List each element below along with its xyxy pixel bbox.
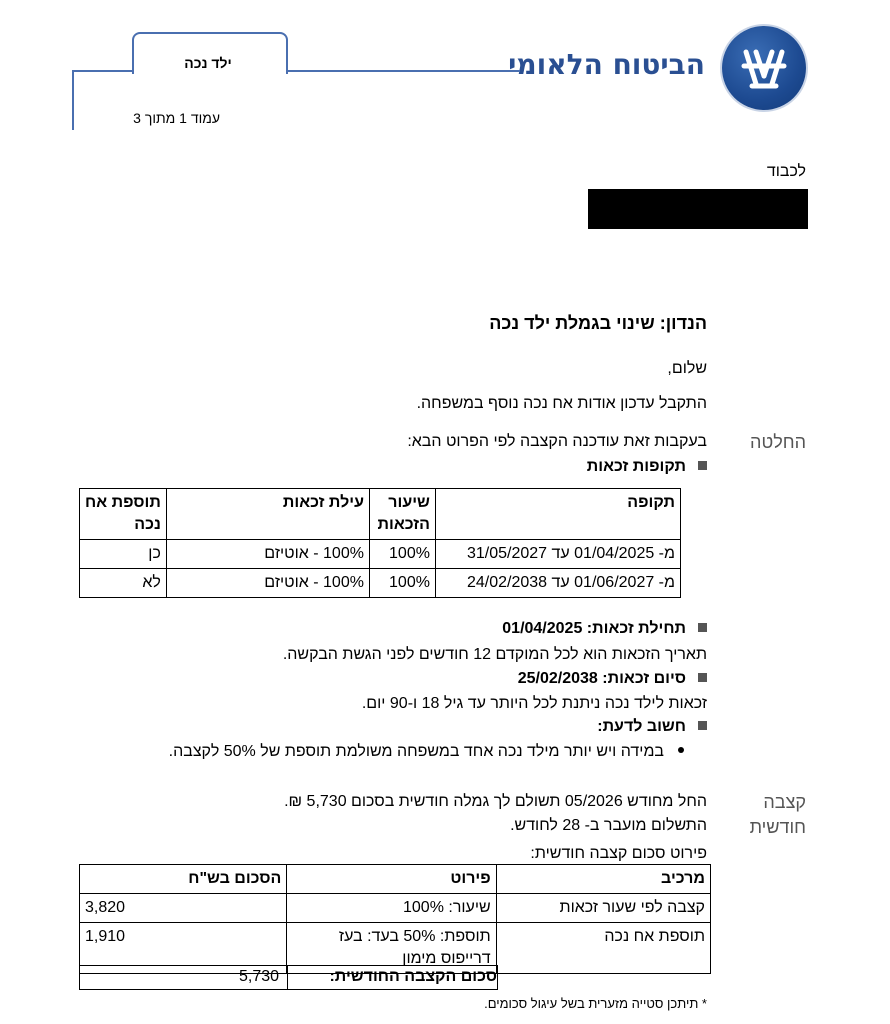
important-bullet-text: במידה ויש יותר מילד נכה אחד במשפחה משולמת תוספת של 50% לקצבה. [168, 743, 664, 760]
table-cell: 3,820 [80, 894, 287, 923]
entitlement-periods-table [79, 488, 681, 598]
table-header: הסכום בש"ח [80, 865, 287, 894]
document-type-label: ילד נכה [184, 55, 232, 71]
breakdown-title: פירוט סכום קצבה חודשית: [530, 845, 707, 862]
letter-subject: הנדון: שינוי בגמלת ילד נכה [489, 313, 707, 333]
square-bullet-icon [698, 673, 707, 682]
header-rule [284, 70, 520, 72]
table-header: עילת זכאות [166, 489, 369, 540]
table-cell: קצבה לפי שעור זכאות [496, 894, 710, 923]
table-row [80, 569, 681, 598]
decision-lead: בעקבות זאת עודכנה הקצבה לפי הפרוט הבא: [407, 433, 707, 450]
monthly-line-2: התשלום מועבר ב- 28 לחודש. [510, 817, 707, 834]
table-header: מרכיב [496, 865, 710, 894]
important-label: חשוב לדעת: [597, 718, 686, 735]
start-date: 01/04/2025 [502, 620, 583, 637]
organization-name: הביטוח הלאומי [508, 48, 705, 81]
monthly-line-1: החל מחודש 05/2026 תשולם לך גמלה חודשית בסכום 5,730 ₪. [284, 793, 707, 810]
page-number [100, 110, 220, 126]
header-rule-left [72, 70, 134, 72]
square-bullet-icon [698, 461, 707, 470]
table-cell: שיעור: 100% [287, 894, 496, 923]
header-rule-vertical [72, 70, 74, 130]
table-header-row [80, 865, 711, 894]
decision-side-label: החלטה [750, 432, 806, 452]
table-cell: לא [80, 569, 167, 598]
table-header: תקופה [435, 489, 680, 540]
national-insurance-logo [722, 26, 806, 110]
start-label: תחילת זכאות: [586, 620, 686, 637]
menorah-emblem-icon [722, 26, 806, 110]
table-header: שיעור הזכאות [369, 489, 435, 540]
redacted-recipient-name [588, 189, 808, 229]
monthly-total-value: 5,730 [239, 968, 280, 985]
end-note: זכאות לילד נכה ניתנת לכל היותר עד גיל 18 ו-90 יום. [361, 695, 707, 712]
table-header: תוספת אח נכה [80, 489, 167, 540]
table-cell: תוספת אח נכה [496, 923, 710, 974]
entitlement-end [518, 670, 707, 688]
table-cell: 100% - אוטיזם [166, 540, 369, 569]
table-cell: תוספת: 50% בעד: בעז דרייפוס מימון [287, 923, 496, 974]
table-cell: מ- 01/06/2027 עד 24/02/2038 [435, 569, 680, 598]
periods-heading-text: תקופות זכאות [586, 458, 686, 475]
page-number-text: עמוד 1 מתוך 3 [133, 110, 220, 126]
table-cell: 100% - אוטיזם [166, 569, 369, 598]
entitlement-start [502, 620, 707, 638]
start-note: תאריך הזכאות הוא לכל המוקדם 12 חודשים לפני הגשת הבקשה. [282, 646, 707, 663]
table-row [80, 540, 681, 569]
table-cell: 100% [369, 540, 435, 569]
monthly-breakdown-table [79, 864, 711, 974]
table-cell: כן [80, 540, 167, 569]
rounding-footnote: * תיתכן סטייה מזערית בשל עיגול סכומים. [484, 996, 707, 1011]
important-heading [597, 718, 707, 736]
table-header-row [80, 489, 681, 540]
table-cell: מ- 01/04/2025 עד 31/05/2027 [435, 540, 680, 569]
round-bullet-icon [678, 747, 684, 753]
monthly-total-label: סכום הקצבה החודשית: [329, 968, 497, 985]
recipient-salutation: לכבוד [766, 163, 806, 180]
square-bullet-icon [698, 721, 707, 730]
table-row [80, 894, 711, 923]
end-label: סיום זכאות: [602, 670, 686, 687]
important-bullet [169, 743, 684, 761]
monthly-side-label [750, 790, 806, 840]
intro-text: התקבל עדכון אודות אח נכה נוסף במשפחה. [416, 395, 707, 412]
monthly-side-label-1: קצבה [763, 792, 806, 812]
monthly-total-divider [287, 965, 288, 990]
periods-heading [587, 458, 707, 476]
end-date: 25/02/2038 [517, 670, 598, 687]
table-cell: 1,910 [80, 923, 287, 974]
table-header: פירוט [287, 865, 496, 894]
greeting: שלום, [667, 360, 707, 377]
square-bullet-icon [698, 623, 707, 632]
table-cell: 100% [369, 569, 435, 598]
monthly-side-label-2: חודשית [749, 817, 806, 837]
